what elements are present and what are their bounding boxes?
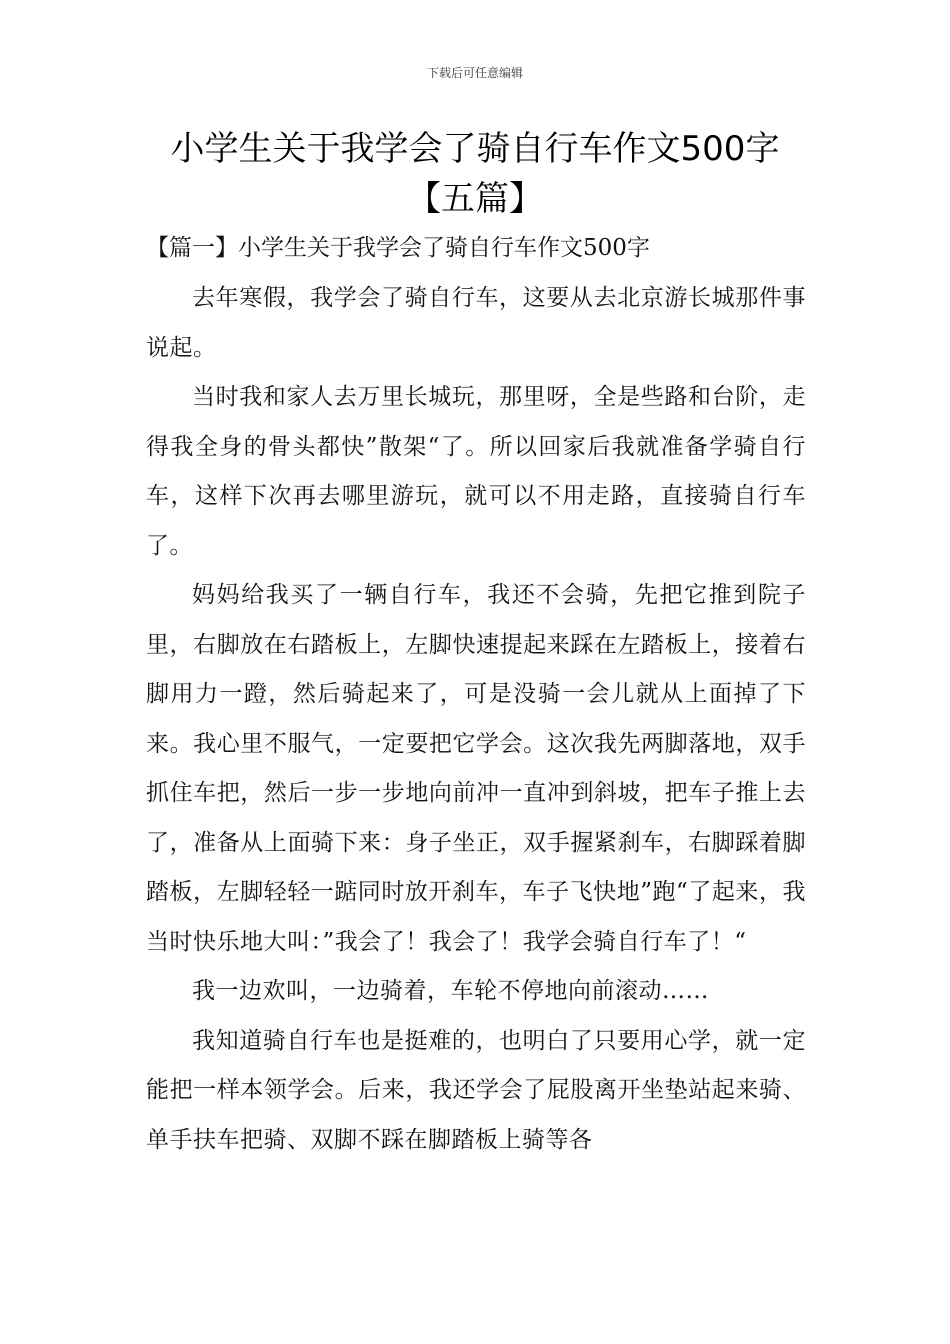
paragraph-3: 妈妈给我买了一辆自行车，我还不会骑，先把它推到院子里，右脚放在右踏板上，左脚快速提起来踩在左踏板上，接着右脚用力一蹬，然后骑起来了，可是没骑一会儿就从上面掉了下来。我心里不服气，一定要把它学会。这次我先两脚落地，双手抓住车把，然后一步一步地向前冲一直冲到斜坡，把车子推上去了，准备从上面骑下来：身子坐正，双手握紧刹车，右脚踩着脚踏板，左脚轻轻一踮同时放开刹车，车子飞快地”跑“了起来，我当时快乐地大叫：”我会了！我会了！我学会骑自行车了！“ xyxy=(146,582,806,955)
document-title xyxy=(100,124,850,224)
title-line-1: 小学生关于我学会了骑自行车作文500字 xyxy=(170,129,780,169)
section-heading: 【篇一】小学生关于我学会了骑自行车作文500字 xyxy=(146,235,650,261)
document-body xyxy=(146,222,806,1165)
header-note: 下载后可任意编辑 xyxy=(426,66,523,80)
title-line-2: 【五篇】 xyxy=(407,179,543,219)
paragraph-4: 我一边欢叫，一边骑着，车轮不停地向前滚动…… xyxy=(192,978,709,1004)
paragraph-2: 当时我和家人去万里长城玩，那里呀，全是些路和台阶，走得我全身的骨头都快”散架“了。所以回家后我就准备学骑自行车，这样下次再去哪里游玩，就可以不用走路，直接骑自行车了。 xyxy=(146,384,806,559)
paragraph-5: 我知道骑自行车也是挺难的，也明白了只要用心学，就一定能把一样本领学会。后来，我还学会了屁股离开坐垫站起来骑、单手扶车把骑、双脚不踩在脚踏板上骑等各 xyxy=(146,1027,806,1153)
paragraph-1: 去年寒假，我学会了骑自行车，这要从去北京游长城那件事说起。 xyxy=(146,285,806,361)
